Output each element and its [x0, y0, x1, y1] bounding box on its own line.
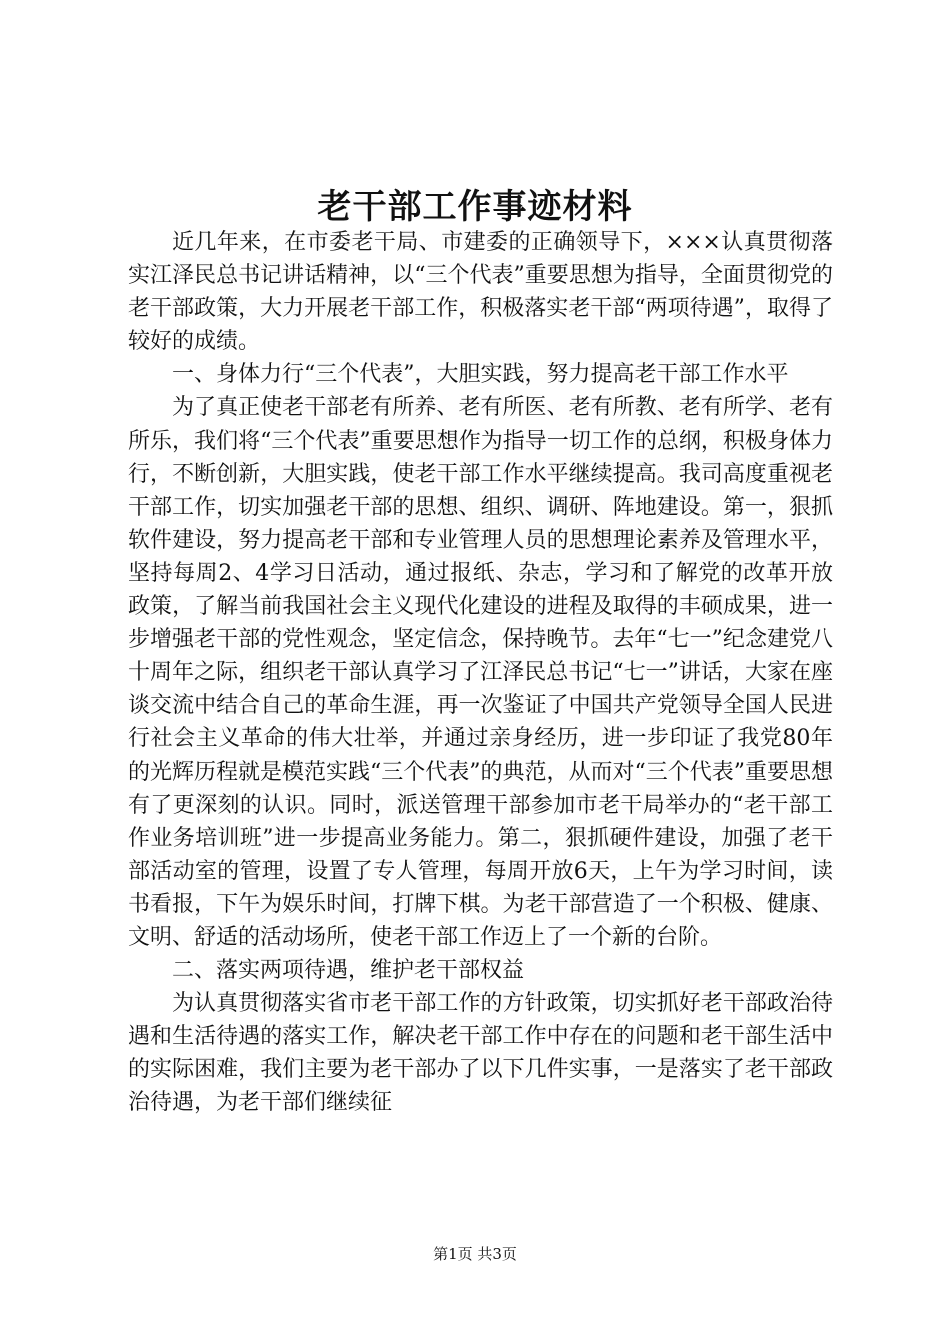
- document-body: [128, 226, 833, 1120]
- page-footer: 第1页 共3页: [433, 1245, 517, 1263]
- page-title: 老干部工作事迹材料: [317, 187, 633, 227]
- section-heading-2: 二、落实两项待遇，维护老干部权益: [172, 958, 525, 984]
- paragraph-intro: 近几年来，在市委老干局、市建委的正确领导下，×××认真贯彻落实江泽民总书记讲话精神，以“三个代表”重要思想为指导，全面贯彻党的老干部政策，大力开展老干部工作，积极落实老干部“两项待遇”，取得了较好的成绩。: [128, 230, 833, 355]
- section-heading-1: 一、身体力行“三个代表”，大胆实践，努力提高老干部工作水平: [172, 362, 789, 388]
- paragraph-section-1: 为了真正使老干部老有所养、老有所医、老有所教、老有所学、老有所乐，我们将“三个代表”重要思想作为指导一切工作的总纲，积极身体力行，不断创新，大胆实践，使老干部工作水平继续提高。我司高度重视老干部工作，切实加强老干部的思想、组织、调研、阵地建设。第一，狠抓软件建设，努力提高老干部和专业管理人员的思想理论素养及管理水平，坚持每周2、4学习日活动，通过报纸、杂志，学习和了解党的改革开放政策，了解当前我国社会主义现代化建设的进程及取得的丰硕成果，进一步增强老干部的党性观念，坚定信念，保持晚节。去年“七一”纪念建党八十周年之际，组织老干部认真学习了江泽民总书记“七一”讲话，大家在座谈交流中结合自己的革命生涯，再一次鉴证了中国共产党领导全国人民进行社会主义革命的伟大壮举，并通过亲身经历，进一步印证了我党80年的光辉历程就是模范实践“三个代表”的典范，从而对“三个代表”重要思想有了更深刻的认识。同时，派送管理干部参加市老干局举办的“老干部工作业务培训班”进一步提高业务能力。第二，狠抓硬件建设，加强了老干部活动室的管理，设置了专人管理，每周开放6天，上午为学习时间，读书看报，下午为娱乐时间，打牌下棋。为老干部营造了一个积极、健康、文明、舒适的活动场所，使老干部工作迈上了一个新的台阶。: [128, 395, 833, 950]
- paragraph-section-2: 为认真贯彻落实省市老干部工作的方针政策，切实抓好老干部政治待遇和生活待遇的落实工作，解决老干部工作中存在的问题和老干部生活中的实际困难，我们主要为老干部办了以下几件实事，一是落实了老干部政治待遇，为老干部们继续征: [128, 991, 833, 1116]
